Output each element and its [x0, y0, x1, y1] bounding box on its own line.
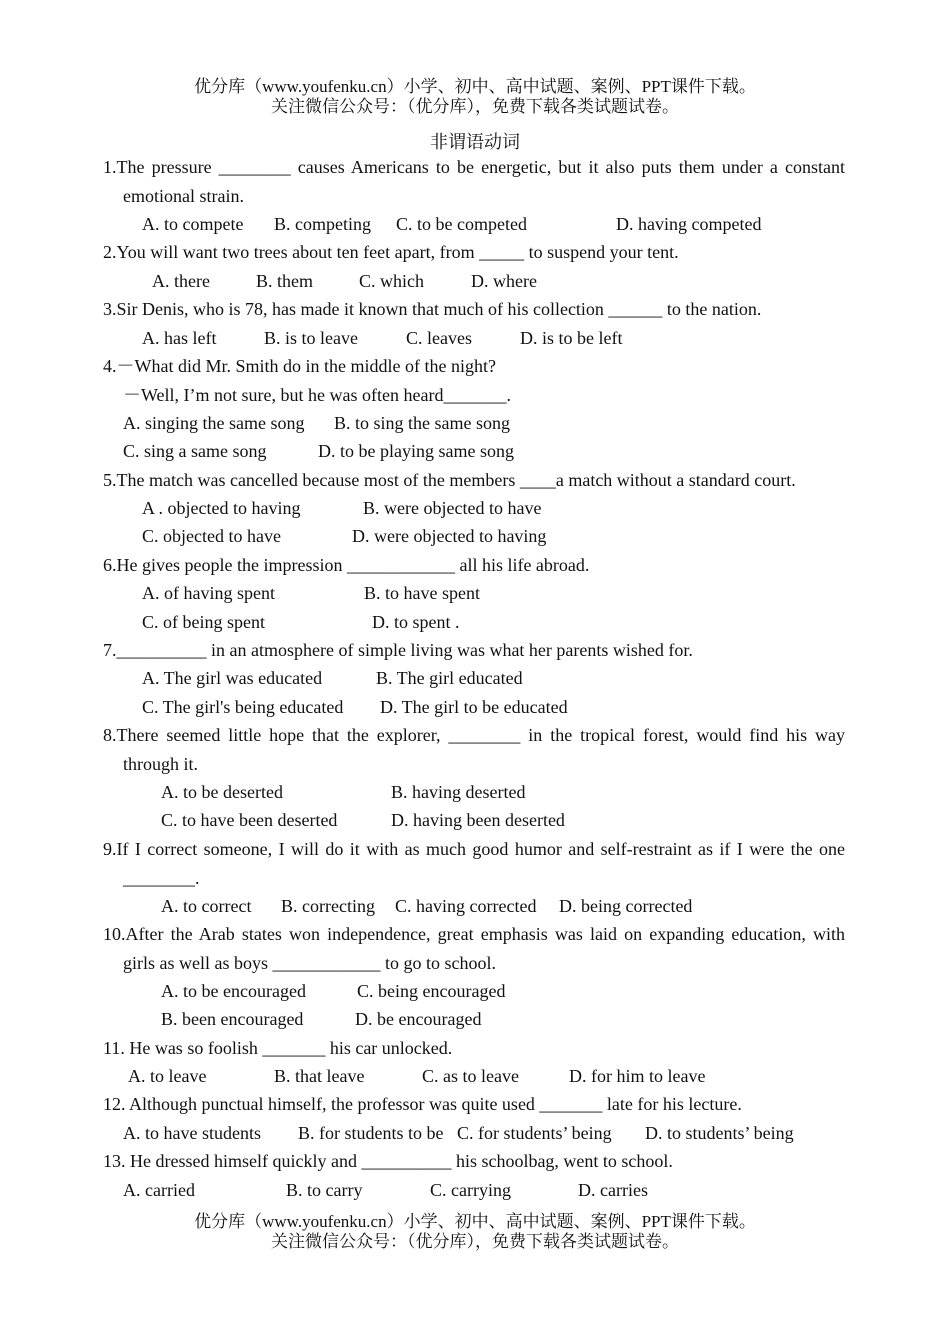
q7-option-c: C. The girl's being educated	[142, 697, 344, 717]
question-5-stem: 5.The match was cancelled because most of the members ____a match without a standard court.	[103, 470, 796, 490]
q12-option-d: D. to students’ being	[645, 1123, 794, 1143]
q9-option-b: B. correcting	[281, 896, 375, 916]
q13-option-d: D. carries	[578, 1180, 648, 1200]
q5-option-c: C. objected to have	[142, 526, 281, 546]
q11-option-a: A. to leave	[128, 1066, 207, 1086]
question-11-stem: 11. He was so foolish _______ his car unlocked.	[103, 1038, 453, 1058]
q13-option-a: A. carried	[123, 1180, 195, 1200]
q13-option-b: B. to carry	[286, 1180, 363, 1200]
q13-option-c: C. carrying	[430, 1180, 511, 1200]
q7-option-b: B. The girl educated	[376, 668, 523, 688]
question-10-stem: 10.After the Arab states won independence, great emphasis was laid on expanding education, with girls as well as boys ____________ to go to school.	[103, 924, 845, 973]
q2-option-d: D. where	[471, 271, 537, 291]
q12-option-b: B. for students to be	[298, 1123, 444, 1143]
question-2-stem: 2.You will want two trees about ten feet apart, from _____ to suspend your tent.	[103, 242, 679, 262]
q9-option-c: C. having corrected	[395, 896, 537, 916]
q7-option-a: A. The girl was educated	[142, 668, 323, 688]
header-line-2: 关注微信公众号：（优分库），免费下载各类试题试卷。	[271, 97, 679, 116]
q7-option-d: D. The girl to be educated	[380, 697, 568, 717]
q2-option-c: C. which	[359, 271, 424, 291]
question-7-stem: 7.__________ in an atmosphere of simple living was what her parents wished for.	[103, 640, 693, 660]
q3-option-a: A. has left	[142, 328, 217, 348]
q3-option-d: D. is to be left	[520, 328, 623, 348]
question-12-stem: 12. Although punctual himself, the professor was quite used _______ late for his lecture.	[103, 1094, 742, 1114]
header-line-1: 优分库（www.youfenku.cn）小学、初中、高中试题、案例、PPT课件下载。	[194, 77, 756, 96]
q6-option-b: B. to have spent	[364, 583, 480, 603]
q12-option-c: C. for students’ being	[457, 1123, 612, 1143]
q4-option-b: B. to sing the same song	[334, 413, 510, 433]
q6-option-a: A. of having spent	[142, 583, 275, 603]
question-6-stem: 6.He gives people the impression ____________ all his life abroad.	[103, 555, 590, 575]
q8-option-a: A. to be deserted	[161, 782, 283, 802]
q10-option-d: D. be encouraged	[355, 1009, 482, 1029]
q9-option-d: D. being corrected	[559, 896, 693, 916]
q10-option-a: A. to be encouraged	[161, 981, 306, 1001]
q6-option-d: D. to spent .	[372, 612, 460, 632]
q4-option-a: A. singing the same song	[123, 413, 305, 433]
q3-option-c: C. leaves	[406, 328, 472, 348]
question-13-stem: 13. He dressed himself quickly and __________ his schoolbag, went to school.	[103, 1151, 673, 1171]
q6-option-c: C. of being spent	[142, 612, 265, 632]
q1-option-c: C. to be competed	[396, 214, 527, 234]
q8-option-c: C. to have been deserted	[161, 810, 338, 830]
question-4-stem: 4.－What did Mr. Smith do in the middle of the night?	[103, 356, 496, 376]
q11-option-d: D. for him to leave	[569, 1066, 706, 1086]
q11-option-c: C. as to leave	[422, 1066, 519, 1086]
question-9-stem: 9.If I correct someone, I will do it with as much good humor and self-restraint as if I were the one ________.	[103, 839, 845, 888]
question-1-stem: 1.The pressure ________ causes Americans to be energetic, but it also puts them under a constant emotional strain.	[103, 157, 845, 206]
q4-option-c: C. sing a same song	[123, 441, 267, 461]
footer-line-2: 关注微信公众号：（优分库），免费下载各类试题试卷。	[271, 1232, 679, 1251]
q5-option-a: A . objected to having	[142, 498, 301, 518]
page-title: 非谓语动词	[430, 132, 520, 152]
q1-option-a: A. to compete	[142, 214, 244, 234]
q2-option-b: B. them	[256, 271, 313, 291]
footer-line-1: 优分库（www.youfenku.cn）小学、初中、高中试题、案例、PPT课件下载。	[194, 1212, 756, 1231]
q2-option-a: A. there	[152, 271, 210, 291]
q8-option-b: B. having deserted	[391, 782, 526, 802]
question-4-stem-line2: －Well, I’m not sure, but he was often heard_______.	[123, 385, 511, 405]
question-8-stem: 8.There seemed little hope that the explorer, ________ in the tropical forest, would find his way through it.	[103, 725, 845, 774]
q9-option-a: A. to correct	[161, 896, 252, 916]
q11-option-b: B. that leave	[274, 1066, 365, 1086]
q10-option-c: C. being encouraged	[357, 981, 506, 1001]
q5-option-b: B. were objected to have	[363, 498, 542, 518]
q4-option-d: D. to be playing same song	[318, 441, 514, 461]
q5-option-d: D. were objected to having	[352, 526, 547, 546]
q3-option-b: B. is to leave	[264, 328, 358, 348]
q1-option-d: D. having competed	[616, 214, 762, 234]
q8-option-d: D. having been deserted	[391, 810, 565, 830]
question-3-stem: 3.Sir Denis, who is 78, has made it known that much of his collection ______ to the nation.	[103, 299, 762, 319]
q10-option-b: B. been encouraged	[161, 1009, 304, 1029]
q1-option-b: B. competing	[274, 214, 371, 234]
q12-option-a: A. to have students	[123, 1123, 261, 1143]
